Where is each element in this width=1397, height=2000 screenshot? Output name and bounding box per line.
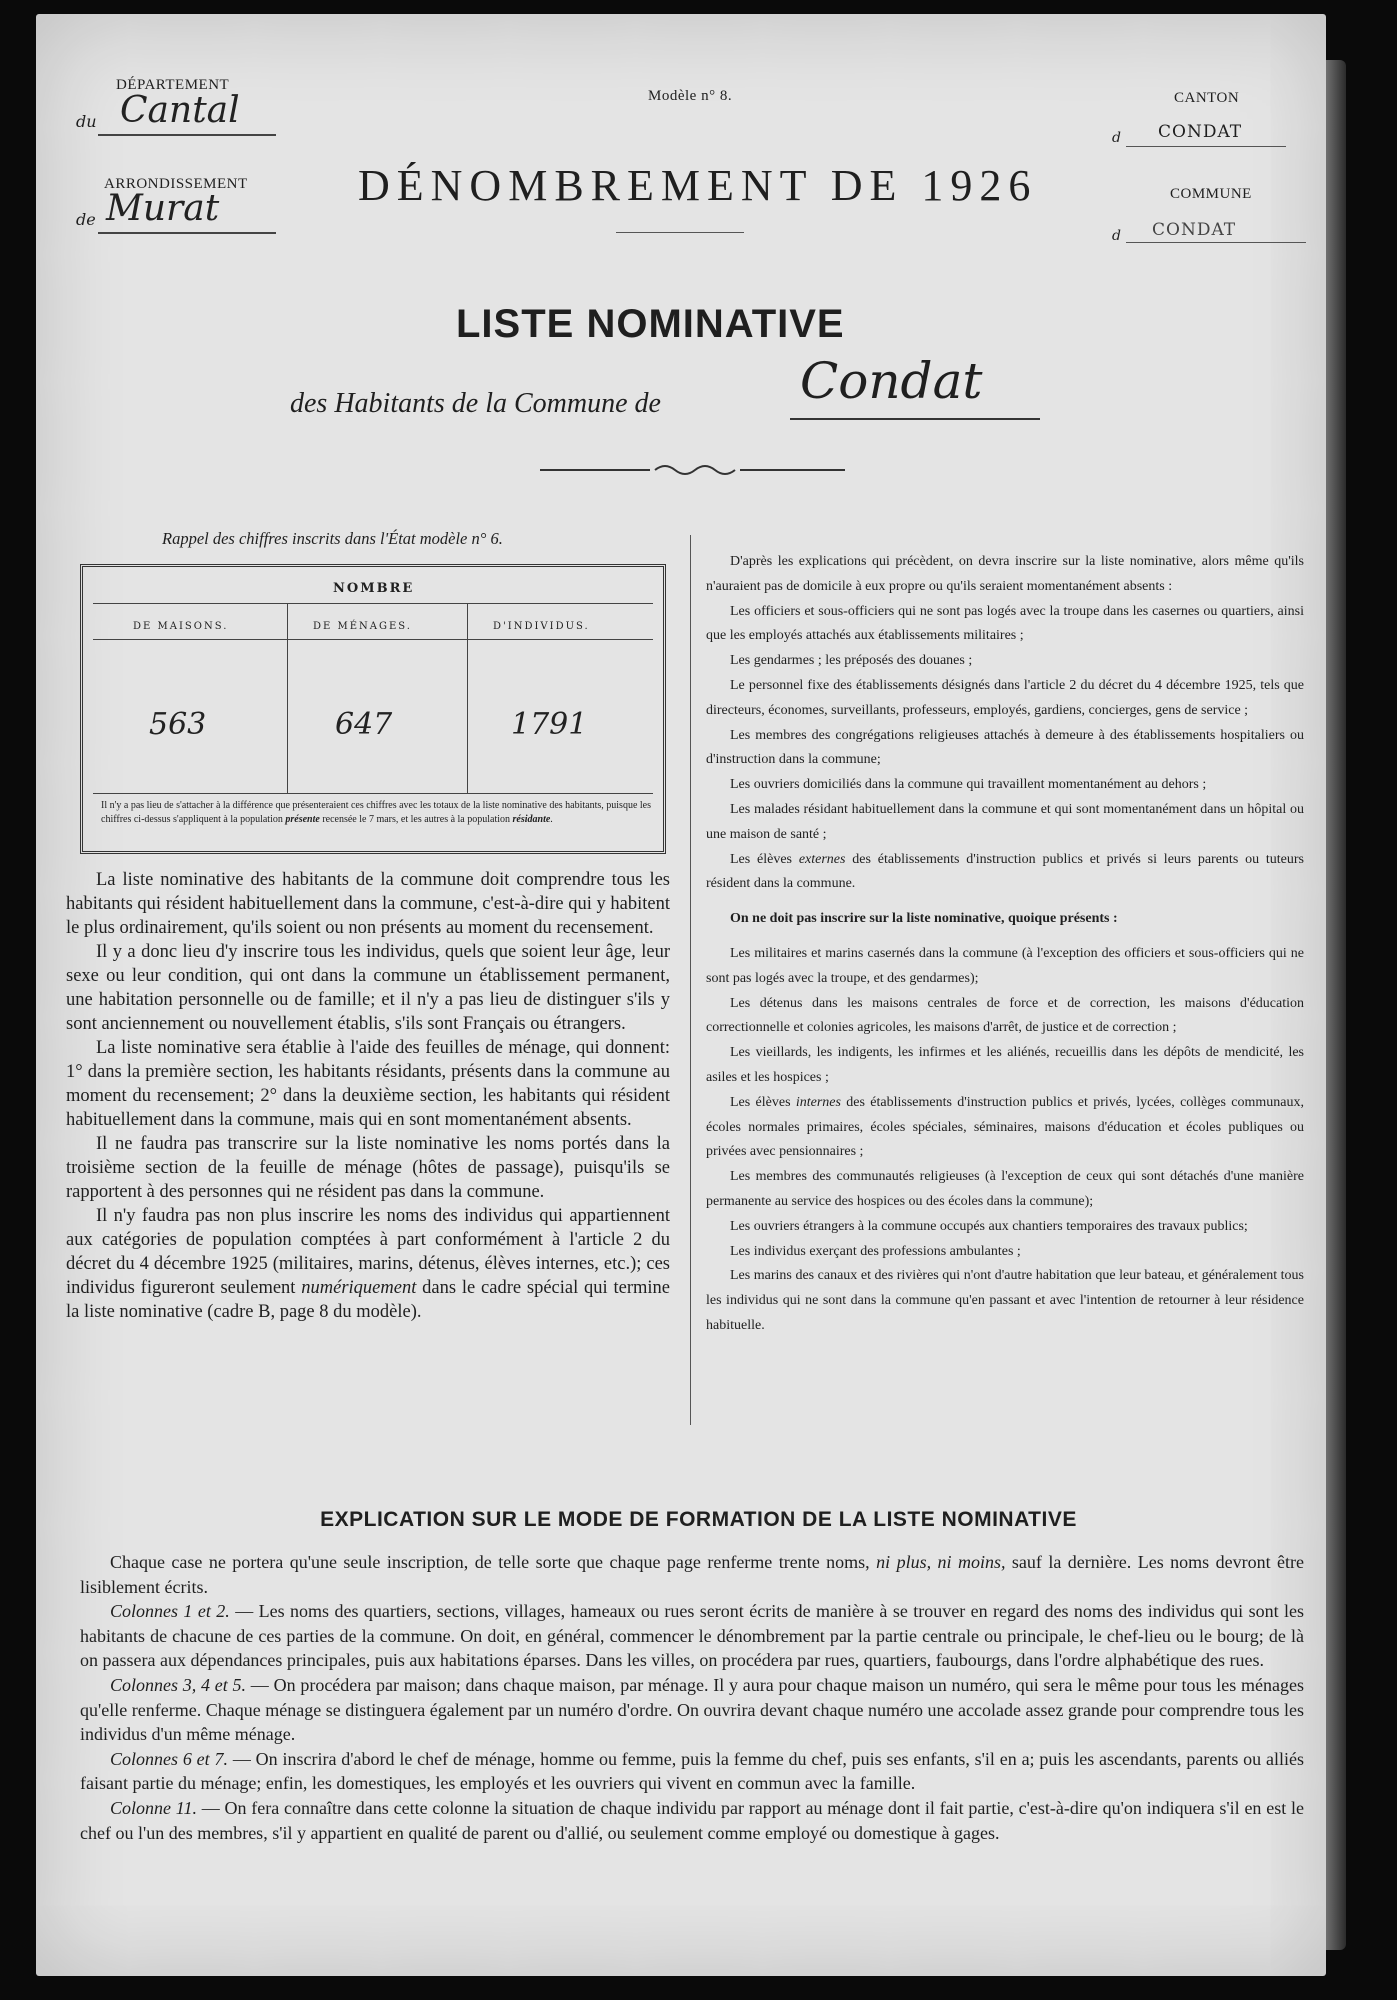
explication-p3: [80, 1673, 1304, 1747]
note-part1: Il n'y a pas lieu de s'attacher à la différence que présenteraient ces chiffres avec les totaux de la liste nominative des habitants, puisque les chiffres ci-dessus s'appliquent à la population: [101, 800, 651, 825]
arrondissement-prefix: de: [76, 210, 96, 229]
left-last-emph: numériquement: [301, 1278, 417, 1298]
left-last-part2: dans le cadre spécial qui termine la liste nominative (cadre B, page 8 du modèle).: [66, 1278, 670, 1322]
nombre-heading: NOMBRE: [333, 581, 415, 596]
right-item: Les malades résidant habituellement dans la commune et qui sont momentanément dans un hôpital ou une maison de santé ;: [706, 801, 1304, 842]
table-col-divider-2: [467, 603, 468, 793]
right-item: Les ouvriers domiciliés dans la commune qui travaillent momentanément au dehors ;: [730, 777, 1207, 793]
commune-value: CONDAT: [1152, 220, 1237, 240]
commune-hand-underline: [790, 418, 1040, 420]
arrondissement-underline: [98, 232, 276, 234]
right-item-externes: [706, 848, 1304, 898]
right-item: Les détenus dans les maisons centrales de force et de correction, les maisons d'éducation correctionnelle et colonies agricoles, les maisons d'arrêt, de justice et de correction ;: [706, 995, 1304, 1036]
p5-text: — On fera connaître dans cette colonne la situation de chaque individu par rapport au ménage dont il fait partie, c'est-à-dire qu'on indiquera s'il en est le chef ou l'un des membres, s'il y appartient en qualité de parent ou d'allié, ou seulement comme employé ou domestique à gages.: [80, 1797, 1304, 1843]
departement-field: [76, 90, 276, 138]
table-rule-mid: [93, 639, 653, 640]
explication-body: [80, 1550, 1304, 1845]
p1-emph: ni plus, ni moins,: [876, 1552, 1006, 1572]
ornament-rule: [540, 460, 860, 480]
right-intro: D'après les explications qui précèdent, on devra inscrire sur la liste nominative, alors même qu'ils n'auraient pas de domicile à eux propre ou qu'ils seraient momentanément absents :: [706, 554, 1304, 594]
rappel-note: [101, 799, 651, 827]
arrondissement-label: ARRONDISSEMENT: [104, 176, 248, 192]
table-rule-top: [93, 603, 653, 604]
p3-text: — On procédera par maison; dans chaque maison, par ménage. Il y aura pour chaque maison un numéro, qui sera le même pour tous les ménages qu'elle renferme. Chaque ménage se distinguera également par un numéro d'ordre. On ouvrira devant chaque numéro une accolade assez grande pour comprendre tous les individus d'un même ménage.: [80, 1674, 1304, 1745]
externes-emph: externes: [798, 851, 846, 867]
commune-field: [1112, 216, 1308, 252]
val-individus: 1791: [511, 707, 588, 742]
explication-p5: [80, 1796, 1304, 1845]
canton-label: CANTON: [1174, 90, 1240, 106]
internes-emph: internes: [795, 1094, 841, 1110]
note-part2: recensée le 7 mars, et les autres à la population: [319, 814, 513, 825]
canton-field: [1112, 116, 1288, 152]
right-item: Les individus exerçant des professions ambulantes ;: [730, 1243, 1021, 1259]
commune-label: COMMUNE: [1170, 186, 1252, 202]
p5-label: Colonne 11.: [110, 1797, 197, 1818]
page-title: DÉNOMBREMENT DE 1926: [358, 161, 1038, 210]
departement-value: Cantal: [120, 90, 240, 131]
internes-part2: des établissements d'instruction publics et privés, lycées, collèges communaux, écoles normales primaires, écoles spéciales, séminaires, maisons d'éducation et écoles publiques ou privées avec pensionnaires ;: [706, 1094, 1304, 1160]
col-menages-header: DE MÉNAGES.: [313, 621, 412, 632]
val-maisons: 563: [149, 707, 207, 742]
column-divider: [690, 535, 691, 1425]
left-paragraph: Il ne faudra pas transcrire sur la liste nominative les noms portés dans la troisième section de la feuille de ménage (hôtes de passage), puisqu'ils se rapportent à des personnes qui ne résident pas dans la commune.: [66, 1134, 670, 1202]
left-paragraph-last: [66, 1204, 670, 1324]
right-item: Les militaires et marins casernés dans la commune (à l'exception des officiers et sous-officiers qui ne sont pas logés avec la troupe, et des gendarmes);: [706, 945, 1304, 986]
departement-prefix: du: [76, 112, 97, 131]
right-item-internes: [706, 1091, 1304, 1165]
right-item: Les membres des communautés religieuses (à l'exception de ceux qui sont détachés d'une manière permanente au service des hospices ou des écoles dans la commune);: [706, 1169, 1304, 1209]
note-end: .: [550, 814, 553, 825]
externes-part1: Les élèves: [730, 851, 799, 867]
left-last-part1: Il n'y faudra pas non plus inscrire les noms des individus qui appartiennent aux catégories de population comptées à part conformément à l'article 2 du décret du 4 décembre 1925 (militaires, marins, détenus, élèves internes, etc.); ces individus figureront seulement: [66, 1206, 670, 1298]
canton-underline: [1126, 146, 1286, 147]
right-item: Les ouvriers étrangers à la commune occupés aux chantiers temporaires des travaux publics;: [730, 1218, 1248, 1234]
externes-part2: des établissements d'instruction publics et privés si leurs parents ou tuteurs résident dans la commune.: [706, 851, 1304, 892]
commune-handwritten: Condat: [800, 352, 983, 410]
p1-part1: Chaque case ne portera qu'une seule inscription, de telle sorte que chaque page renferme trente noms,: [110, 1552, 877, 1572]
right-item: Les marins des canaux et des rivières qui n'ont d'autre habitation que leur bateau, et généralement tous les individus qui ne sont dans la commune qu'en passant et avec l'intention de retourner à leur résidence habituelle.: [706, 1268, 1304, 1333]
explication-p1: [80, 1550, 1304, 1599]
canton-prefix: d: [1112, 130, 1121, 146]
p2-text: — Les noms des quartiers, sections, villages, hameaux ou rues seront écrits de manière à se trouver en regard des noms des individus qui sont les habitants de chacune de ces parties de la commune. On doit, en général, commencer le dénombrement par la partie centrale ou principale, le chef-lieu ou le bourg; de là on passera aux dépendances principales, puis aux habitations éparses. Dans les villes, on procédera par rues, quartiers, faubourgs, dans l'ordre alphabétique des rues.: [80, 1601, 1304, 1671]
explication-p4: [80, 1747, 1304, 1796]
modele-number: Modèle n° 8.: [648, 88, 733, 104]
title-rule: [616, 232, 744, 233]
p3-label: Colonnes 3, 4 et 5.: [110, 1674, 247, 1695]
p4-label: Colonnes 6 et 7.: [110, 1748, 228, 1769]
col-maisons-header: DE MAISONS.: [133, 621, 229, 632]
p1-part2: sauf la dernière. Les noms devront être lisiblement écrits.: [80, 1552, 1305, 1597]
right-instructions: [706, 550, 1304, 1339]
departement-underline: [98, 134, 276, 136]
left-paragraph: Il y a donc lieu d'y inscrire tous les individus, quels que soient leur âge, leur sexe ou leur condition, qui ont dans la commune un établissement permanent, une habitation personnelle ou de famille; et il n'y a pas lieu de distinguer s'ils y sont anciennement ou nouvellement établis, s'ils sont Français ou étrangers.: [66, 942, 670, 1034]
left-paragraph: La liste nominative sera établie à l'aide des feuilles de ménage, qui donnent: 1° dans la première section, les habitants résidants, présents dans la commune au moment du recensement; 2° dans la deuxième section, les habitants qui résident habituellement dans la commune, mais qui en sont momentanément absents.: [66, 1038, 670, 1130]
left-paragraph: La liste nominative des habitants de la commune doit comprendre tous les habitants qui résident habituellement dans la commune, c'est-à-dire qui y habitent le plus ordinairement, qu'ils soient ou non présents au moment du recensement.: [66, 870, 670, 938]
table-col-divider-1: [287, 603, 288, 793]
table-rule-bottom: [93, 793, 653, 794]
val-menages: 647: [335, 707, 393, 742]
p4-text: — On inscrira d'abord le chef de ménage, homme ou femme, puis la femme du chef, puis ses enfants, s'il en a; puis les ascendants, parents ou alliés faisant partie du ménage; enfin, les domestiques, les employés et les ouvriers qui vivent en commun avec la famille.: [80, 1748, 1304, 1794]
right-item: Les membres des congrégations religieuses attachés à demeure à des établissements hospitaliers ou d'instruction dans la commune;: [706, 727, 1304, 768]
rappel-table: [80, 564, 666, 854]
liste-title: LISTE NOMINATIVE: [456, 302, 845, 346]
right-heading: On ne doit pas inscrire sur la liste nominative, quoique présents :: [730, 911, 1118, 927]
note-present: présente: [285, 814, 320, 825]
explication-p2: [80, 1599, 1304, 1673]
col-individus-header: D'INDIVIDUS.: [493, 621, 590, 632]
commune-underline: [1126, 242, 1306, 243]
right-item: Les officiers et sous-officiers qui ne sont pas logés avec la troupe dans les casernes ou quartiers, ainsi que les employés attachés aux établissements militaires ;: [706, 603, 1304, 644]
rappel-caption: Rappel des chiffres inscrits dans l'État modèle n° 6.: [162, 529, 503, 548]
right-item: Le personnel fixe des établissements désignés dans l'article 2 du décret du 4 décembre 1925, tels que directeurs, économes, surveillants, professeurs, employés, gardiens, concierges, gens de service ;: [706, 677, 1304, 718]
departement-label: DÉPARTEMENT: [116, 77, 230, 93]
liste-subtitle: des Habitants de la Commune de: [290, 388, 661, 419]
left-instructions: [66, 868, 670, 1324]
note-residante: résidante: [512, 814, 551, 825]
arrondissement-field: [76, 188, 276, 236]
right-item: Les gendarmes ; les préposés des douanes ;: [730, 653, 973, 669]
canton-value: CONDAT: [1158, 122, 1243, 142]
p2-label: Colonnes 1 et 2.: [110, 1601, 230, 1622]
arrondissement-value: Murat: [106, 188, 220, 229]
commune-prefix: d: [1112, 228, 1121, 244]
right-item: Les vieillards, les indigents, les infirmes et les aliénés, recueillis dans les dépôts de mendicité, les asiles et les hospices ;: [706, 1045, 1304, 1085]
explication-title: EXPLICATION SUR LE MODE DE FORMATION DE LA LISTE NOMINATIVE: [320, 1508, 1077, 1531]
internes-part1: Les élèves: [730, 1094, 796, 1110]
